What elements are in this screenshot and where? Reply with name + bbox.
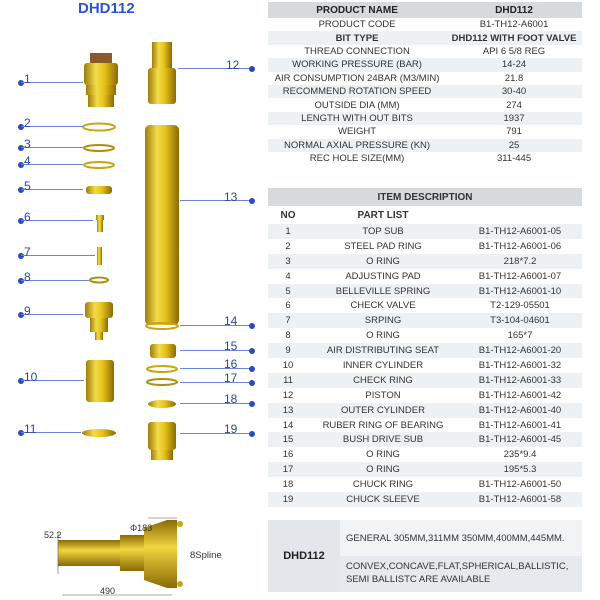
bit-drawing xyxy=(22,510,268,600)
parts-row xyxy=(268,239,582,254)
parts-row xyxy=(268,418,582,433)
spec-value: B1-TH12-A6001 xyxy=(446,18,582,31)
o-ring-3-part xyxy=(84,145,114,151)
chuck-ring-part xyxy=(148,400,176,408)
callout-14: 14 xyxy=(224,314,238,328)
o-ring-16-part xyxy=(147,366,177,372)
part-name: O RING xyxy=(308,462,458,477)
callout-dot-15 xyxy=(249,348,255,354)
callout-dot-19 xyxy=(249,431,255,437)
callout-13: 13 xyxy=(224,190,238,204)
bit-head-dim: Φ183 xyxy=(130,523,153,533)
bit-shank-dim: 52.2 xyxy=(44,530,62,540)
parts-row xyxy=(268,403,582,418)
part-name: STEEL PAD RING xyxy=(308,239,458,254)
bit-faces-text: CONVEX,CONCAVE,FLAT,SPHERICAL,BALLISTIC, xyxy=(346,561,569,572)
bit-info-table xyxy=(268,520,582,592)
parts-row xyxy=(268,447,582,462)
parts-row xyxy=(268,313,582,328)
col-no-header: NO xyxy=(268,206,308,224)
callout-dot-17 xyxy=(249,380,255,386)
part-name: BUSH DRIVE SUB xyxy=(308,432,458,447)
part-code: B1-TH12-A6001-41 xyxy=(458,418,582,433)
part-number: 19 xyxy=(268,492,308,507)
parts-row xyxy=(268,477,582,492)
callout-12: 12 xyxy=(226,58,240,72)
part-number: 16 xyxy=(268,447,308,462)
spec-table xyxy=(268,2,582,165)
spec-label: WORKING PRESSURE (BAR) xyxy=(268,58,446,71)
callout-dot-12 xyxy=(249,66,255,72)
part-name: ADJUSTING PAD xyxy=(308,269,458,284)
spec-header-value: DHD112 xyxy=(446,2,582,18)
part-code: 218*7.2 xyxy=(458,254,582,269)
spec-label: WEIGHT xyxy=(268,125,446,138)
piston-part xyxy=(148,42,176,104)
part-number: 13 xyxy=(268,403,308,418)
callout-5: 5 xyxy=(24,179,31,193)
part-code: B1-TH12-A6001-33 xyxy=(458,373,582,388)
part-code: B1-TH12-A6001-10 xyxy=(458,284,582,299)
parts-row xyxy=(268,432,582,447)
parts-row xyxy=(268,358,582,373)
part-code: B1-TH12-A6001-42 xyxy=(458,388,582,403)
steel-pad-ring-part xyxy=(83,124,115,131)
spec-value: 14-24 xyxy=(446,58,582,71)
parts-row xyxy=(268,254,582,269)
parts-row xyxy=(268,284,582,299)
callout-16: 16 xyxy=(224,357,238,371)
check-ring-part xyxy=(82,429,116,437)
belleville-spring-part xyxy=(86,186,112,194)
parts-table xyxy=(268,188,582,507)
callout-2: 2 xyxy=(24,116,31,130)
spec-row xyxy=(268,85,582,98)
spec-row xyxy=(268,98,582,111)
parts-row xyxy=(268,269,582,284)
air-distributing-seat-part xyxy=(85,302,113,340)
part-number: 6 xyxy=(268,298,308,313)
parts-row xyxy=(268,373,582,388)
callout-6: 6 xyxy=(24,210,31,224)
callout-7: 7 xyxy=(24,245,31,259)
part-number: 8 xyxy=(268,328,308,343)
callout-11: 11 xyxy=(24,422,37,436)
parts-row xyxy=(268,492,582,507)
spec-label: REC HOLE SIZE(MM) xyxy=(268,152,446,165)
part-code: 195*5.3 xyxy=(458,462,582,477)
o-ring-8-part xyxy=(90,278,108,283)
callout-19: 19 xyxy=(224,422,238,436)
parts-row xyxy=(268,224,582,239)
parts-row xyxy=(268,388,582,403)
bit-model-label: DHD112 xyxy=(268,520,340,592)
spec-value: 311-445 xyxy=(446,152,582,165)
spec-label: RECOMMEND ROTATION SPEED xyxy=(268,85,446,98)
part-number: 14 xyxy=(268,418,308,433)
part-name: CHECK VALVE xyxy=(308,298,458,313)
parts-caption-row xyxy=(268,188,582,206)
part-code: B1-TH12-A6001-06 xyxy=(458,239,582,254)
part-name: TOP SUB xyxy=(308,224,458,239)
bit-faces-cell xyxy=(340,556,582,592)
spec-value: 25 xyxy=(446,139,582,152)
callout-dot-13 xyxy=(249,198,255,204)
part-name: OUTER CYLINDER xyxy=(308,403,458,418)
part-name: CHECK RING xyxy=(308,373,458,388)
parts-row xyxy=(268,298,582,313)
part-code: B1-TH12-A6001-05 xyxy=(458,224,582,239)
spec-value: 21.8 xyxy=(446,72,582,85)
spec-row xyxy=(268,45,582,58)
callout-3: 3 xyxy=(24,137,31,151)
spec-value: 274 xyxy=(446,98,582,111)
part-number: 1 xyxy=(268,224,308,239)
spec-value: 791 xyxy=(446,125,582,138)
callout-15: 15 xyxy=(224,339,238,353)
spec-value: 30-40 xyxy=(446,85,582,98)
exploded-diagram xyxy=(0,20,262,490)
spec-label: BIT TYPE xyxy=(268,31,446,44)
part-code: 235*9.4 xyxy=(458,447,582,462)
parts-row xyxy=(268,328,582,343)
spec-label: PRODUCT CODE xyxy=(268,18,446,31)
spec-value: 1937 xyxy=(446,112,582,125)
part-number: 15 xyxy=(268,432,308,447)
part-name: SRPING xyxy=(308,313,458,328)
part-number: 4 xyxy=(268,269,308,284)
part-code: T2-129-05501 xyxy=(458,298,582,313)
spec-row xyxy=(268,125,582,138)
part-code: B1-TH12-A6001-32 xyxy=(458,358,582,373)
inner-cylinder-part xyxy=(86,360,114,402)
page-title: DHD112 xyxy=(78,0,135,17)
callout-17: 17 xyxy=(224,371,238,385)
part-number: 2 xyxy=(268,239,308,254)
bush-drive-sub-part xyxy=(150,344,176,358)
part-code: B1-TH12-A6001-40 xyxy=(458,403,582,418)
spec-header-label: PRODUCT NAME xyxy=(268,2,446,18)
part-code: B1-TH12-A6001-20 xyxy=(458,343,582,358)
part-name: BELLEVILLE SPRING xyxy=(308,284,458,299)
spring-part xyxy=(97,247,102,265)
part-name: PISTON xyxy=(308,388,458,403)
callout-4: 4 xyxy=(24,154,31,168)
spec-row xyxy=(268,139,582,152)
rubber-ring-part xyxy=(146,323,178,329)
part-name: CHUCK SLEEVE xyxy=(308,492,458,507)
spec-label: LENGTH WITH OUT BITS xyxy=(268,112,446,125)
part-name: O RING xyxy=(308,254,458,269)
spec-row xyxy=(268,112,582,125)
spec-value: DHD112 WITH FOOT VALVE xyxy=(446,31,582,44)
callout-1: 1 xyxy=(24,72,31,86)
part-code: B1-TH12-A6001-50 xyxy=(458,477,582,492)
bit-spline-label: 8Spline xyxy=(190,550,222,561)
callout-10: 10 xyxy=(24,370,38,384)
callout-18: 18 xyxy=(224,392,238,406)
part-number: 9 xyxy=(268,343,308,358)
part-number: 12 xyxy=(268,388,308,403)
spec-row xyxy=(268,72,582,85)
bit-faces-text-2: SEMI BALLISTC ARE AVAILABLE xyxy=(346,574,491,585)
callout-8: 8 xyxy=(24,270,31,284)
callout-dot-14 xyxy=(249,323,255,329)
callout-dot-16 xyxy=(249,366,255,372)
spec-value: API 6 5/8 REG xyxy=(446,45,582,58)
spec-row xyxy=(268,18,582,31)
part-name: CHUCK RING xyxy=(308,477,458,492)
spec-label: AIR CONSUMPTION 24BAR (M3/MIN) xyxy=(268,72,446,85)
part-code: B1-TH12-A6001-45 xyxy=(458,432,582,447)
part-name: O RING xyxy=(308,447,458,462)
col-part-list-header: PART LIST xyxy=(308,206,458,224)
spec-label: NORMAL AXIAL PRESSURE (KN) xyxy=(268,139,446,152)
part-code: B1-TH12-A6001-07 xyxy=(458,269,582,284)
spec-row xyxy=(268,58,582,71)
part-number: 18 xyxy=(268,477,308,492)
parts-column-header-row xyxy=(268,206,582,224)
spec-header-row xyxy=(268,2,582,18)
part-number: 10 xyxy=(268,358,308,373)
parts-row xyxy=(268,462,582,477)
check-valve-part xyxy=(96,215,104,232)
part-name: INNER CYLINDER xyxy=(308,358,458,373)
callout-dot-18 xyxy=(249,401,255,407)
part-number: 5 xyxy=(268,284,308,299)
part-number: 3 xyxy=(268,254,308,269)
o-ring-17-part xyxy=(147,379,177,385)
adjusting-pad-part xyxy=(84,162,114,168)
part-number: 17 xyxy=(268,462,308,477)
top-sub-part xyxy=(84,53,118,107)
part-code: 165*7 xyxy=(458,328,582,343)
part-name: AIR DISTRIBUTING SEAT xyxy=(308,343,458,358)
outer-cylinder-part xyxy=(145,125,179,325)
part-code: T3-104-04601 xyxy=(458,313,582,328)
spec-row xyxy=(268,152,582,165)
chuck-sleeve-part xyxy=(148,422,176,460)
parts-caption: ITEM DESCRIPTION xyxy=(268,188,582,206)
spec-row xyxy=(268,31,582,44)
part-name: O RING xyxy=(308,328,458,343)
parts-row xyxy=(268,343,582,358)
bit-sizes-text: GENERAL 305MM,311MM 350MM,400MM,445MM. xyxy=(340,520,582,556)
part-number: 11 xyxy=(268,373,308,388)
spec-label: OUTSIDE DIA (MM) xyxy=(268,98,446,111)
part-code: B1-TH12-A6001-58 xyxy=(458,492,582,507)
part-name: RUBER RING OF BEARING xyxy=(308,418,458,433)
bit-length-dim: 490 xyxy=(100,586,116,596)
callout-9: 9 xyxy=(24,304,31,318)
part-number: 7 xyxy=(268,313,308,328)
spec-label: THREAD CONNECTION xyxy=(268,45,446,58)
